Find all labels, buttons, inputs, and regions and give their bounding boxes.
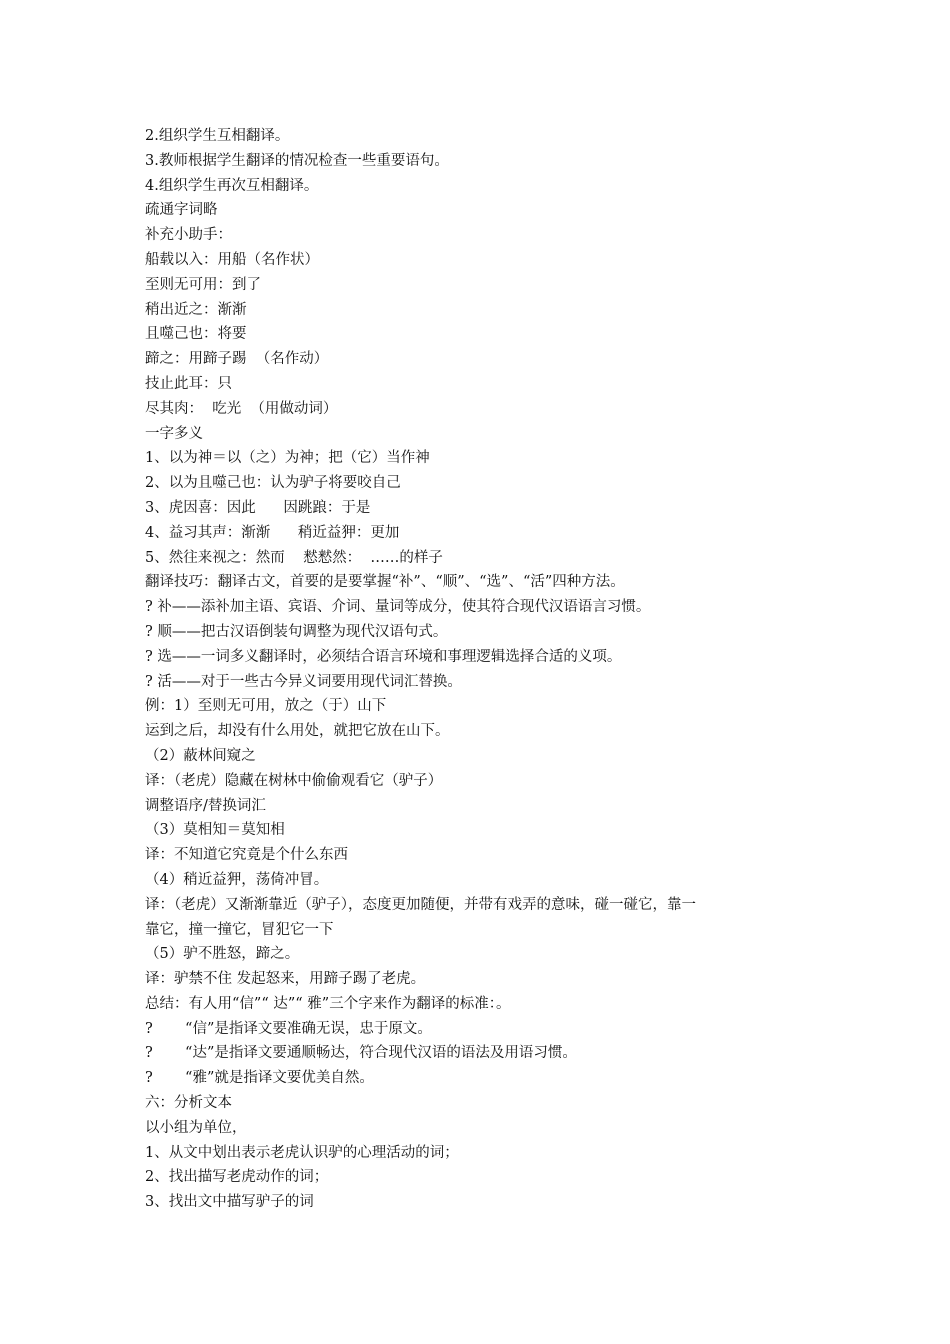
text-line: 船载以入：用船（名作状） bbox=[145, 251, 319, 268]
text-line: 4.组织学生再次互相翻译。 bbox=[145, 177, 319, 194]
text-line: 运到之后，却没有什么用处，就把它放在山下。 bbox=[145, 723, 450, 740]
text-line: 尽其肉： 吃光 （用做动词） bbox=[145, 400, 338, 417]
text-line: 译：不知道它究竟是个什么东西 bbox=[145, 847, 348, 864]
text-line: 译：驴禁不住 发起怒来，用蹄子踢了老虎。 bbox=[145, 971, 426, 988]
text-line: （3）莫相知＝莫知相 bbox=[145, 822, 285, 839]
list-item: 4、益习其声：渐渐 稍近益狎：更加 bbox=[145, 524, 400, 541]
text-line: 稍出近之：渐渐 bbox=[145, 301, 247, 318]
bullet-item: ? “达”是指译文要通顺畅达，符合现代汉语的语法及用语习惯。 bbox=[145, 1045, 577, 1062]
list-item: 3、虎因喜：因此 因跳踉：于是 bbox=[145, 499, 371, 516]
text-line: 总结：有人用“信”“ 达”“ 雅”三个字来作为翻译的标准：。 bbox=[145, 995, 511, 1012]
text-line: 3.教师根据学生翻译的情况检查一些重要语句。 bbox=[145, 152, 449, 169]
bullet-item: ? “信”是指译文要准确无误，忠于原文。 bbox=[145, 1020, 432, 1037]
list-item: 1、从文中划出表示老虎认识驴的心理活动的词； bbox=[145, 1144, 459, 1161]
bullet-item: ? 补——添补加主语、宾语、介词、量词等成分，使其符合现代汉语语言习惯。 bbox=[145, 599, 651, 616]
text-line: 至则无可用：到了 bbox=[145, 276, 261, 293]
bullet-item: ? 顺——把古汉语倒装句调整为现代汉语句式。 bbox=[145, 623, 448, 640]
text-line: （2）蔽林间窥之 bbox=[145, 747, 256, 764]
text-line: 译：（老虎）又渐渐靠近（驴子），态度更加随便，并带有戏弄的意味，碰一碰它，靠一 bbox=[145, 896, 696, 913]
text-line: 调整语序/替换词汇 bbox=[145, 797, 266, 814]
section-heading: 六：分析文本 bbox=[145, 1095, 232, 1112]
text-line: 蹄之：用蹄子踢 （名作动） bbox=[145, 351, 329, 368]
bullet-item: ? 选——一词多义翻译时，必须结合语言环境和事理逻辑选择合适的义项。 bbox=[145, 648, 622, 665]
section-heading: 补充小助手： bbox=[145, 227, 232, 244]
text-line: 技止此耳：只 bbox=[145, 375, 232, 392]
list-item: 1、以为神＝以（之）为神；把（它）当作神 bbox=[145, 450, 430, 467]
list-item: 5、然往来视之：然而 慭慭然： ……的样子 bbox=[145, 549, 443, 566]
bullet-item: ? “雅”就是指译文要优美自然。 bbox=[145, 1070, 374, 1087]
text-line: 且噬己也：将要 bbox=[145, 326, 247, 343]
bullet-item: ? 活——对于一些古今异义词要用现代词汇替换。 bbox=[145, 673, 462, 690]
text-line: 2.组织学生互相翻译。 bbox=[145, 128, 290, 144]
text-line: 以小组为单位， bbox=[145, 1119, 247, 1136]
text-line: 译：（老虎）隐藏在树林中偷偷观看它（驴子） bbox=[145, 772, 443, 789]
list-item: 3、找出文中描写驴子的词 bbox=[145, 1194, 314, 1211]
document-body bbox=[145, 124, 835, 1215]
section-heading: 一字多义 bbox=[145, 425, 203, 442]
list-item: 2、以为且噬己也：认为驴子将要咬自己 bbox=[145, 475, 401, 492]
section-heading: 疏通字词略 bbox=[145, 202, 218, 219]
list-item: 2、找出描写老虎动作的词； bbox=[145, 1169, 329, 1186]
text-line: （4）稍近益狎，荡倚冲冒。 bbox=[145, 871, 329, 888]
text-line: （5）驴不胜怒，蹄之。 bbox=[145, 946, 300, 963]
text-line: 靠它，撞一撞它，冒犯它一下 bbox=[145, 921, 334, 938]
text-line: 例：1）至则无可用，放之（于）山下 bbox=[145, 698, 387, 715]
text-line: 翻译技巧：翻译古文，首要的是要掌握“补”、“顺”、“选”、“活”四种方法。 bbox=[145, 574, 625, 591]
